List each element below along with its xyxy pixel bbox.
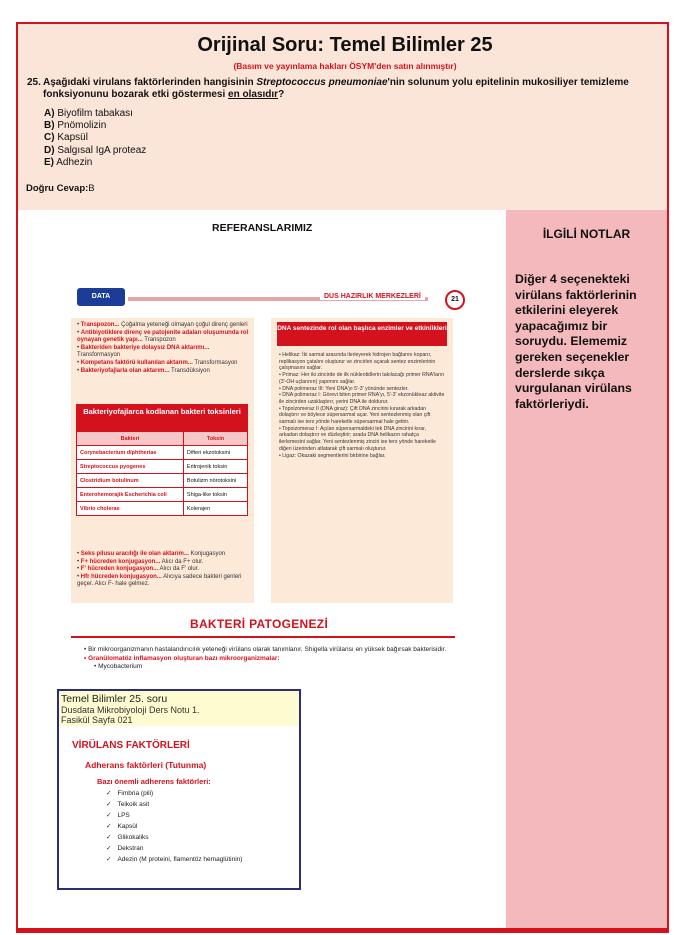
- pathogenesis-title: BAKTERİ PATOGENEZİ: [190, 617, 329, 631]
- book-band-title: DUS HAZIRLIK MERKEZLERİ: [320, 293, 425, 300]
- list-item: ✓ Kapsül: [106, 821, 242, 832]
- question-number: 25.: [27, 77, 41, 88]
- table-row: Enterohemorajik Escherichia coli Shiga-like toksin: [77, 488, 248, 502]
- virulence-subtitle2: Bazı önemli adherens faktörleri:: [97, 777, 211, 786]
- table-header: Toksin: [183, 432, 247, 446]
- answer-value: B: [88, 183, 95, 194]
- option-b: B) Pnömolizin: [44, 120, 107, 132]
- list-item: • Bir mikroorganizmanın hastalandırıcılık yeteneği virülans olarak tanımlanır. Shigella virülansı en yüksek bağırsak bakterisidir.: [84, 646, 447, 653]
- list-item: • Topoizomeraz II (DNA giraz): Çift DNA zincirini kırarak arkadan dolaştırır ve böylece süpersarmal açar. Yeni sentezlenmiş olan çift sarmalı ise ters yönde hareketle süpersarmal hale getirir.: [279, 405, 431, 426]
- question-emphasis: en olasıdır: [228, 89, 279, 100]
- question-text-part: Aşağıdaki virulans faktörlerinden hangisinin: [43, 77, 257, 88]
- list-item: ✓ Teikoik asit: [106, 799, 242, 810]
- list-item: • Transpozon... Çoğalma yeteneği olmayan çoğul direnç genleri: [77, 322, 248, 328]
- references-heading: REFERANSLARIMIZ: [212, 222, 313, 234]
- toxin-table: [76, 431, 248, 516]
- list-item: ✓ LPS: [106, 810, 242, 821]
- virulence-subtitle: Adherans faktörleri (Tutunma): [85, 760, 207, 770]
- notes-heading: İLGİLİ NOTLAR: [542, 227, 631, 241]
- source-line: Temel Bilimler 25. soru: [61, 693, 168, 705]
- conjugation-list: [77, 551, 249, 589]
- list-item: • Hfr hücreden konjugasyon... Alıcıya sadece bakteri genleri geçer. Alıcı F- hale gelmez.: [77, 573, 242, 588]
- option-c: C) Kapsül: [44, 132, 88, 144]
- transfer-list: [77, 322, 249, 375]
- question-text-part: 'nin solunum yolu epitelinin mukosiliyer temizleme fonksiyonunu bozarak etki göstermesi: [43, 77, 629, 100]
- list-item: • DNA polimeraz I: Görevi biten primer RNA'yı, 5'-3' ekzonükleaz aktivite ile zincirden uzaklaştırır, yerini DNA ile doldurur.: [279, 392, 445, 405]
- correct-answer: Doğru Cevap:B: [26, 183, 95, 194]
- book-page-number: 21: [445, 290, 465, 310]
- question-organism: Streptococcus pneumoniae: [256, 77, 388, 88]
- list-item: ✓ Glikokaliks: [106, 832, 242, 843]
- list-item: • Bakteriyofajlarla olan aktarım... Transdüksiyon: [77, 367, 210, 374]
- enzyme-list: [279, 352, 445, 459]
- list-item: • Antibiyotiklere direnç ve patojenite adaları oluşumunda rol oynayan genetik yapı... Transpozon: [77, 329, 249, 344]
- notes-text: Diğer 4 seçenekteki virülans faktörlerinin etkilerini eleyerek yapacağımız bir soruydu. Elememiz gereken seçenekler derslerde sıkça vurgulanan virülans faktörleriydi.: [515, 272, 637, 411]
- list-item: • Helikaz: İki sarmal arasında ilerleyerek hidrojen bağlarını koparır, replikasyon çatalını oluşturur ve zincirleri açarak sentez enzimlerinin çalışmasını sağlar.: [279, 352, 436, 372]
- table-header: Bakteri: [77, 432, 184, 446]
- table-row: Vibrio cholerae Kolerajen: [77, 502, 248, 516]
- question-text: [27, 77, 647, 101]
- list-item: • Kompetans faktörü kullanılan aktarım... Transformasyon: [77, 359, 238, 366]
- list-item: • Seks pilusu aracılığı ile olan aktarım... Konjugasyon: [77, 551, 226, 557]
- list-item: • DNA polimeraz III: Yeni DNA'yı 5'-3' yönünde sentezler.: [279, 385, 409, 392]
- list-item: • F+ hücreden konjugasyon... Alıcı da F+ olur.: [77, 558, 204, 565]
- table-row: Streptococcus pyogenes Eritrojenik toksin: [77, 460, 248, 474]
- dusdata-logo: DATA: [77, 288, 125, 306]
- option-a: A) Biyofilm tabakası: [44, 108, 133, 119]
- list-item: • Topoizomeraz I: Açılan süpersarmaldeki tek DNA zincirini kırar, arkadan dolaştırır ve düzleştirir; arada DNA helikazın rahatça ilerlemesini sağlar. Yeni sentezlenmiş zinciri ise ters yönde hareketle diğeri üzerinden atlatarak çift sarmalı oluşturur.: [279, 425, 436, 452]
- toxin-table-title: Bakteriyofajlarca kodlanan bakteri toksinleri: [76, 404, 248, 431]
- list-item: • Ligaz: Okazaki segmentlerini birbirine bağlar.: [279, 452, 386, 459]
- option-d: D) Salgısal IgA proteaz: [44, 144, 147, 156]
- list-item: ✓ Adezin (M proteini, flamentöz hemaglütinin): [106, 854, 242, 865]
- list-item: • Bakteriden bakteriye dolaysız DNA aktarımı... Transformasyon: [77, 344, 210, 359]
- bottom-border: [16, 928, 669, 933]
- source-line: Dusdata Mikrobiyoloji Ders Notu 1.: [61, 705, 200, 715]
- virulence-title: VİRÜLANS FAKTÖRLERİ: [72, 740, 190, 751]
- list-item: • Mycobacterium: [94, 663, 143, 670]
- source-line: Fasikül Sayfa 021: [61, 715, 133, 725]
- page-title: Orijinal Soru: Temel Bilimler 25: [197, 34, 493, 56]
- table-row: Clostridium botulinum Botulizm nörotoksini: [77, 474, 248, 488]
- list-item: • Primaz: Her iki zincirde de ilk nükleotidlerin takılacağı primer RNA'ların (3'-OH uçlarının) yapımını sağlar.: [279, 372, 445, 385]
- pathogenesis-text: [84, 646, 464, 672]
- copyright-note: (Basım ve yayınlama hakları ÖSYM'den satın alınmıştır): [233, 61, 457, 71]
- list-item: ✓ Fimbria (pili): [106, 788, 242, 799]
- question-text-end: ?: [278, 89, 285, 100]
- enzyme-box-title: DNA sentezinde rol olan başlıca enzimler ve etkinlikleri: [277, 322, 447, 346]
- option-e: E) Adhezin: [44, 156, 93, 168]
- list-item: • Granülomatöz inflamasyon oluşturan bazı mikroorganizmalar:: [84, 654, 280, 662]
- list-item: • F' hücreden konjugasyon... Alıcı da F' olur.: [77, 566, 200, 573]
- pathogenesis-rule: [71, 636, 455, 638]
- options-list: [44, 108, 146, 169]
- table-row: Corynebacterium diphtheriae Difteri ekzotoksini: [77, 446, 248, 460]
- adherence-factor-list: [106, 788, 242, 865]
- list-item: ✓ Dekstran: [106, 843, 242, 854]
